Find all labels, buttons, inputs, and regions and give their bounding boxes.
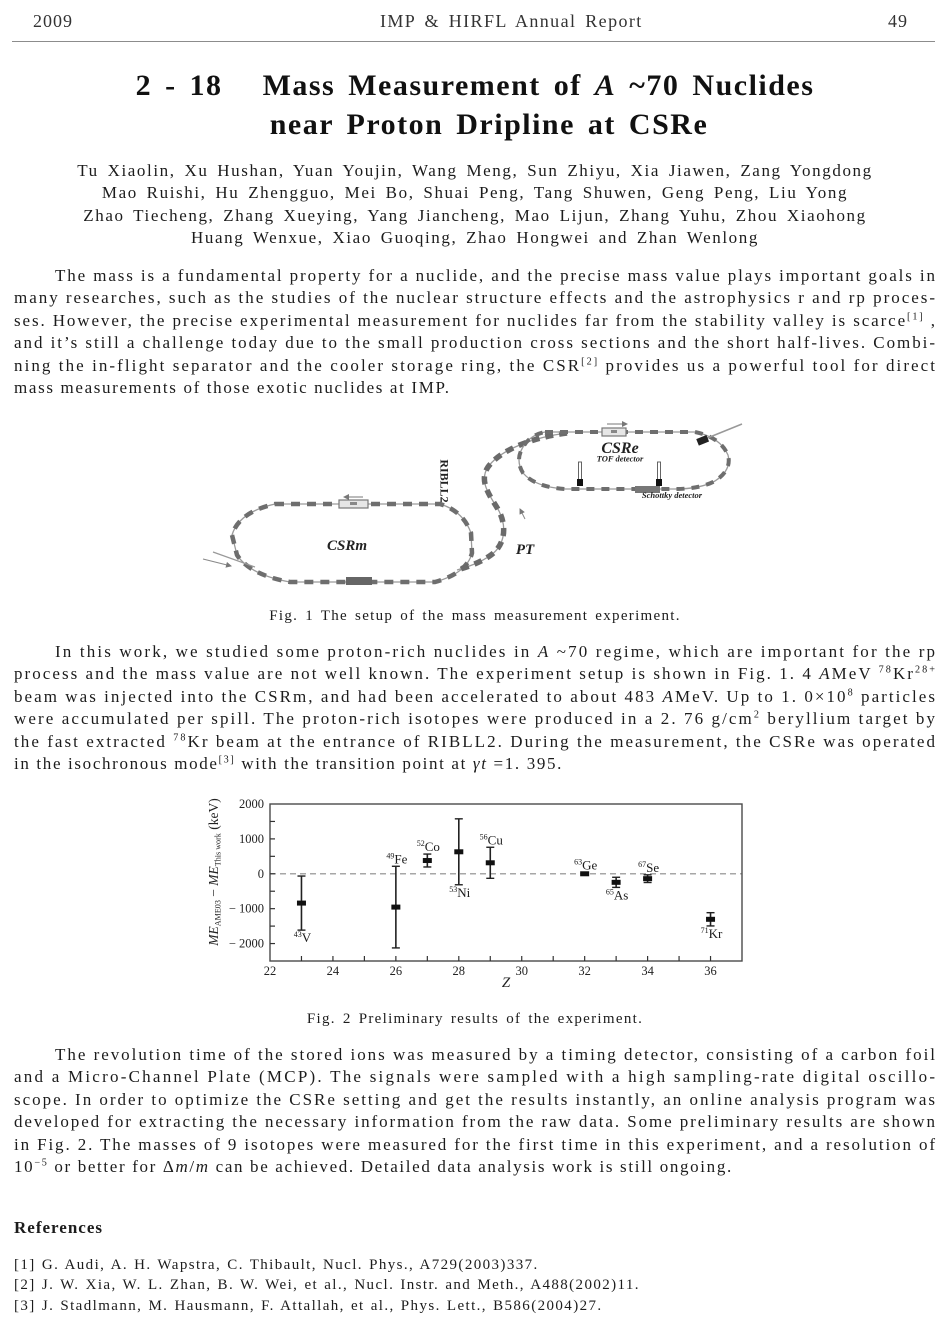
reference-item: [3] J. Stadlmann, M. Hausmann, F. Attallah, et al., Phys. Lett., B586(2004)27. — [14, 1297, 603, 1314]
subscript: AME03 — [213, 900, 223, 927]
text-run: developed for extracting the necessary information from the raw data. Some preliminary results are shown — [14, 1112, 937, 1132]
isotope-label — [480, 832, 504, 847]
text-line — [14, 1089, 935, 1112]
italic-symbol: m — [175, 1157, 190, 1177]
citation-marker: [3] — [218, 755, 236, 767]
csre-label: CSRe — [601, 440, 639, 457]
article-number: 2 - 18 — [135, 69, 223, 102]
text-line — [14, 641, 938, 664]
text-line — [14, 1156, 935, 1179]
line-text — [14, 686, 937, 709]
line-text — [14, 287, 937, 310]
chart-y-axis-label — [206, 798, 222, 945]
x-tick-label: 26 — [389, 964, 403, 978]
data-point-56Cu — [480, 832, 504, 878]
text-run: in Fig. 2. The masses of 9 isotopes were measured for the first time in this experiment, and a resolution of — [14, 1134, 937, 1154]
header-year: 2009 — [33, 11, 73, 31]
text-line — [14, 310, 935, 333]
isotope-label — [417, 839, 440, 854]
text-run: mass measurements of those exotic nuclides at IMP. — [14, 378, 451, 398]
text-line — [14, 1044, 935, 1067]
text-line — [14, 377, 935, 400]
mass-number: 53 — [449, 884, 458, 894]
superscript: 2 — [753, 709, 762, 721]
header-rule — [12, 41, 935, 42]
data-point-49Fe — [386, 851, 407, 948]
text-line — [14, 1111, 935, 1134]
italic-symbol: m — [195, 1157, 210, 1177]
text-run: with the transition point at — [235, 754, 473, 774]
data-point-53Ni — [449, 819, 470, 900]
data-point-67Se — [638, 860, 659, 883]
x-tick-label: 30 — [515, 964, 528, 978]
italic-symbol: A — [594, 69, 617, 102]
text-line — [14, 708, 938, 731]
ribll2-label: RIBLL2 — [437, 459, 452, 503]
text-run: ses. However, the precise experimental measurement for nuclides far from the stability valley is scarce — [14, 310, 908, 330]
element-symbol: Ge — [582, 857, 598, 873]
superscript: 78 — [173, 732, 188, 744]
reference-list — [14, 1255, 640, 1317]
text-run: ~70 Nuclides — [616, 69, 815, 102]
line-text — [14, 332, 937, 355]
y-tick-label: 0 — [257, 866, 264, 881]
line-text — [14, 663, 937, 686]
text-run: and a Micro-Channel Plate (MCP). The signals were sampled with a high sampling-rate digital oscillo- — [14, 1067, 938, 1087]
text-line — [14, 287, 935, 310]
mass-number: 71 — [700, 925, 709, 935]
text-run: the fast extracted — [14, 731, 174, 751]
line-text — [14, 355, 937, 378]
data-point-65As — [606, 877, 628, 902]
text-line — [14, 355, 938, 378]
references-heading: References — [14, 1218, 103, 1237]
line-text — [55, 641, 937, 664]
text-run: In this work, we studied some proton-rich nuclides in — [55, 641, 538, 661]
y-tick-label: − 2000 — [228, 936, 264, 951]
superscript: 28+ — [914, 664, 938, 676]
article-title-text — [263, 69, 815, 102]
injection-arrows — [203, 552, 255, 567]
mass-number: 43 — [293, 930, 302, 940]
csrm-label: CSRm — [326, 538, 368, 554]
text-run: Kr beam at the entrance of RIBLL2. During the measurement, the CSRe was operated — [187, 731, 938, 751]
text-run: =1. 395. — [487, 754, 564, 774]
data-marker — [612, 880, 621, 885]
pt-label: PT — [515, 542, 535, 558]
isotope-label — [449, 885, 470, 900]
isotope-label — [701, 926, 723, 941]
mass-number: 52 — [416, 839, 425, 849]
mass-number: 67 — [638, 859, 647, 869]
mass-excess-chart — [190, 790, 750, 1005]
element-symbol: Kr — [708, 925, 723, 941]
tof-detector-left — [577, 462, 583, 486]
italic-symbol: A — [537, 641, 551, 661]
text-run: were accumulated per spill. The proton-rich isotopes were produced in a 2. 76 g/cm — [14, 709, 754, 729]
element-symbol: Se — [646, 859, 660, 875]
text-run: (keV) — [206, 798, 221, 834]
data-marker — [706, 917, 715, 922]
text-run: particles — [854, 686, 938, 706]
x-tick-label: 28 — [452, 964, 466, 978]
italic-symbol: A — [662, 686, 675, 706]
text-line — [14, 265, 935, 288]
text-run: Mass Measurement of — [262, 69, 595, 102]
text-run: many researches, such as the studies of the nuclear structure effects and the astrophysics r and rp proces- — [14, 288, 937, 308]
figure-2-caption: Fig. 2 Preliminary results of the experiment. — [306, 1011, 644, 1027]
text-run: can be achieved. Detailed data analysis work is still ongoing. — [209, 1157, 733, 1177]
header-page-number: 49 — [888, 11, 908, 31]
data-point-52Co — [417, 839, 440, 867]
data-point-43V — [294, 876, 312, 945]
superscript: 8 — [847, 687, 855, 699]
text-run: ~70 regime, which are important for the rp — [550, 641, 938, 661]
citation-marker: [1] — [907, 311, 925, 323]
author-line: Huang Wenxue, Xiao Guoqing, Zhao Hongwei and Zhan Wenlong — [191, 228, 759, 248]
subscript: This work — [213, 833, 223, 867]
header-journal-title: IMP & HIRFL Annual Report — [380, 11, 643, 31]
csrm-injection-box — [339, 497, 368, 508]
line-text — [14, 708, 937, 731]
tof-detector-label: TOF detector — [596, 453, 644, 464]
isotope-label — [574, 858, 597, 873]
superscript: 78 — [878, 664, 893, 676]
isotope-label — [294, 930, 312, 945]
superscript: −5 — [34, 1158, 49, 1170]
element-symbol: Fe — [394, 851, 408, 867]
text-run: Kr — [892, 664, 915, 684]
text-line — [14, 332, 935, 355]
text-line — [14, 1134, 935, 1157]
text-line — [14, 731, 938, 754]
x-tick-label: 32 — [578, 964, 591, 978]
line-text — [14, 1089, 937, 1112]
y-tick-label: − 1000 — [228, 901, 264, 916]
data-marker — [454, 849, 463, 854]
italic-symbol: A — [819, 664, 832, 684]
mass-number: 49 — [386, 851, 395, 861]
text-line — [14, 663, 938, 686]
line-text — [14, 753, 563, 776]
text-run: − — [206, 885, 221, 901]
isotope-label — [606, 887, 628, 902]
data-marker — [391, 905, 400, 910]
element-symbol: Ni — [457, 884, 471, 900]
text-run: in the isochronous mode — [14, 754, 219, 774]
mass-number: 63 — [574, 857, 583, 867]
text-run: MeV — [831, 664, 879, 684]
line-text — [55, 265, 937, 288]
citation-marker: [2] — [581, 356, 600, 368]
element-symbol: V — [301, 930, 312, 946]
body-paragraph-1 — [14, 265, 938, 401]
chart-axes — [229, 797, 742, 991]
italic-symbol: γt — [472, 754, 488, 774]
setup-diagram — [195, 415, 755, 600]
text-run: provides us a powerful tool for direct — [599, 355, 938, 375]
italic-symbol: ME — [206, 866, 221, 886]
text-run: 10 — [14, 1157, 35, 1177]
author-list — [0, 160, 950, 250]
y-tick-label: 1000 — [239, 831, 264, 846]
element-symbol: As — [613, 887, 629, 903]
tof-detector-right — [656, 462, 662, 486]
plot-frame — [270, 804, 742, 961]
y-tick-label: 2000 — [239, 797, 264, 811]
text-run: , — [924, 310, 937, 330]
data-marker — [643, 876, 652, 881]
body-paragraph-3 — [14, 1044, 938, 1180]
csrm-cavity-block — [346, 577, 372, 585]
text-run: The mass is a fundamental property for a nuclide, and the precise mass value plays important goals in — [55, 265, 937, 285]
author-line: Zhao Tiecheng, Zhang Xueying, Yang Jiancheng, Mao Lijun, Zhang Yuhu, Zhou Xiaohong — [83, 205, 867, 225]
text-run: beam was injected into the CSRm, and had been accelerated to about 483 — [14, 686, 663, 706]
text-run: ning the in-flight separator and the cooler storage ring, the CSR — [14, 355, 582, 375]
text-run: or better for Δ — [48, 1157, 176, 1177]
line-text — [14, 1111, 937, 1134]
element-symbol: Cu — [487, 832, 503, 848]
line-text — [14, 1066, 937, 1089]
reference-item: [1] G. Audi, A. H. Wapstra, C. Thibault, Nucl. Phys., A729(2003)337. — [14, 1256, 539, 1273]
author-line: Mao Ruishi, Hu Zhengguo, Mei Bo, Shuai Peng, Tang Shuwen, Geng Peng, Liu Yong — [101, 183, 849, 203]
data-marker — [423, 858, 432, 863]
mass-number: 65 — [605, 887, 614, 897]
data-point-71Kr — [701, 913, 723, 941]
x-tick-label: 34 — [641, 964, 654, 978]
figure-1-caption: Fig. 1 The setup of the mass measurement experiment. — [269, 608, 681, 624]
text-run: / — [189, 1157, 196, 1177]
csre-injection-box — [602, 424, 627, 436]
text-run: The revolution time of the stored ions was measured by a timing detector, consisting of a carbon foil — [55, 1044, 937, 1064]
line-text — [55, 1044, 937, 1067]
schottky-detector-label: Schottky detector — [641, 490, 703, 500]
text-run: process and the mass value are not well known. The experiment setup is shown in Fig. 1. 4 — [14, 664, 820, 684]
x-tick-label: 22 — [263, 964, 277, 978]
article-title-line-2: near Proton Dripline at CSRe — [269, 108, 709, 141]
element-symbol: Co — [424, 839, 440, 855]
text-run: MeV. Up to 1. 0×10 — [674, 686, 848, 706]
isotope-label — [638, 860, 659, 875]
author-line: Tu Xiaolin, Xu Hushan, Yuan Youjin, Wang Meng, Sun Zhiyu, Xia Jiawen, Zang Yongdong — [77, 161, 873, 180]
mass-number: 56 — [479, 832, 488, 842]
line-text — [14, 377, 451, 400]
reference-item: [2] J. W. Xia, W. L. Zhan, B. W. Wei, et al., Nucl. Instr. and Meth., A488(2002)11. — [14, 1277, 640, 1293]
article-title-line-1 — [0, 68, 950, 104]
beam-direction-arrow — [520, 509, 525, 519]
body-paragraph-2 — [14, 641, 938, 777]
line-text — [14, 1134, 937, 1157]
text-line — [14, 753, 935, 776]
x-tick-label: 36 — [704, 964, 717, 978]
text-run: beryllium target by — [761, 709, 938, 729]
isotope-label — [386, 851, 407, 866]
x-axis-label: Z — [501, 975, 511, 991]
text-line — [14, 686, 938, 709]
data-marker — [297, 901, 306, 906]
line-text — [14, 310, 937, 333]
text-line — [14, 1066, 938, 1089]
text-run: and it’s still a challenge today due to the small production cross sections and the short half-lives. Combi- — [14, 333, 937, 353]
italic-symbol: ME — [206, 926, 221, 946]
data-marker — [486, 860, 495, 865]
line-text — [14, 1156, 733, 1179]
x-tick-label: 24 — [326, 964, 340, 978]
line-text — [14, 731, 937, 754]
text-run: scope. In order to optimize the CSRe setting and get the results instantly, an online analysis program was — [14, 1089, 937, 1109]
